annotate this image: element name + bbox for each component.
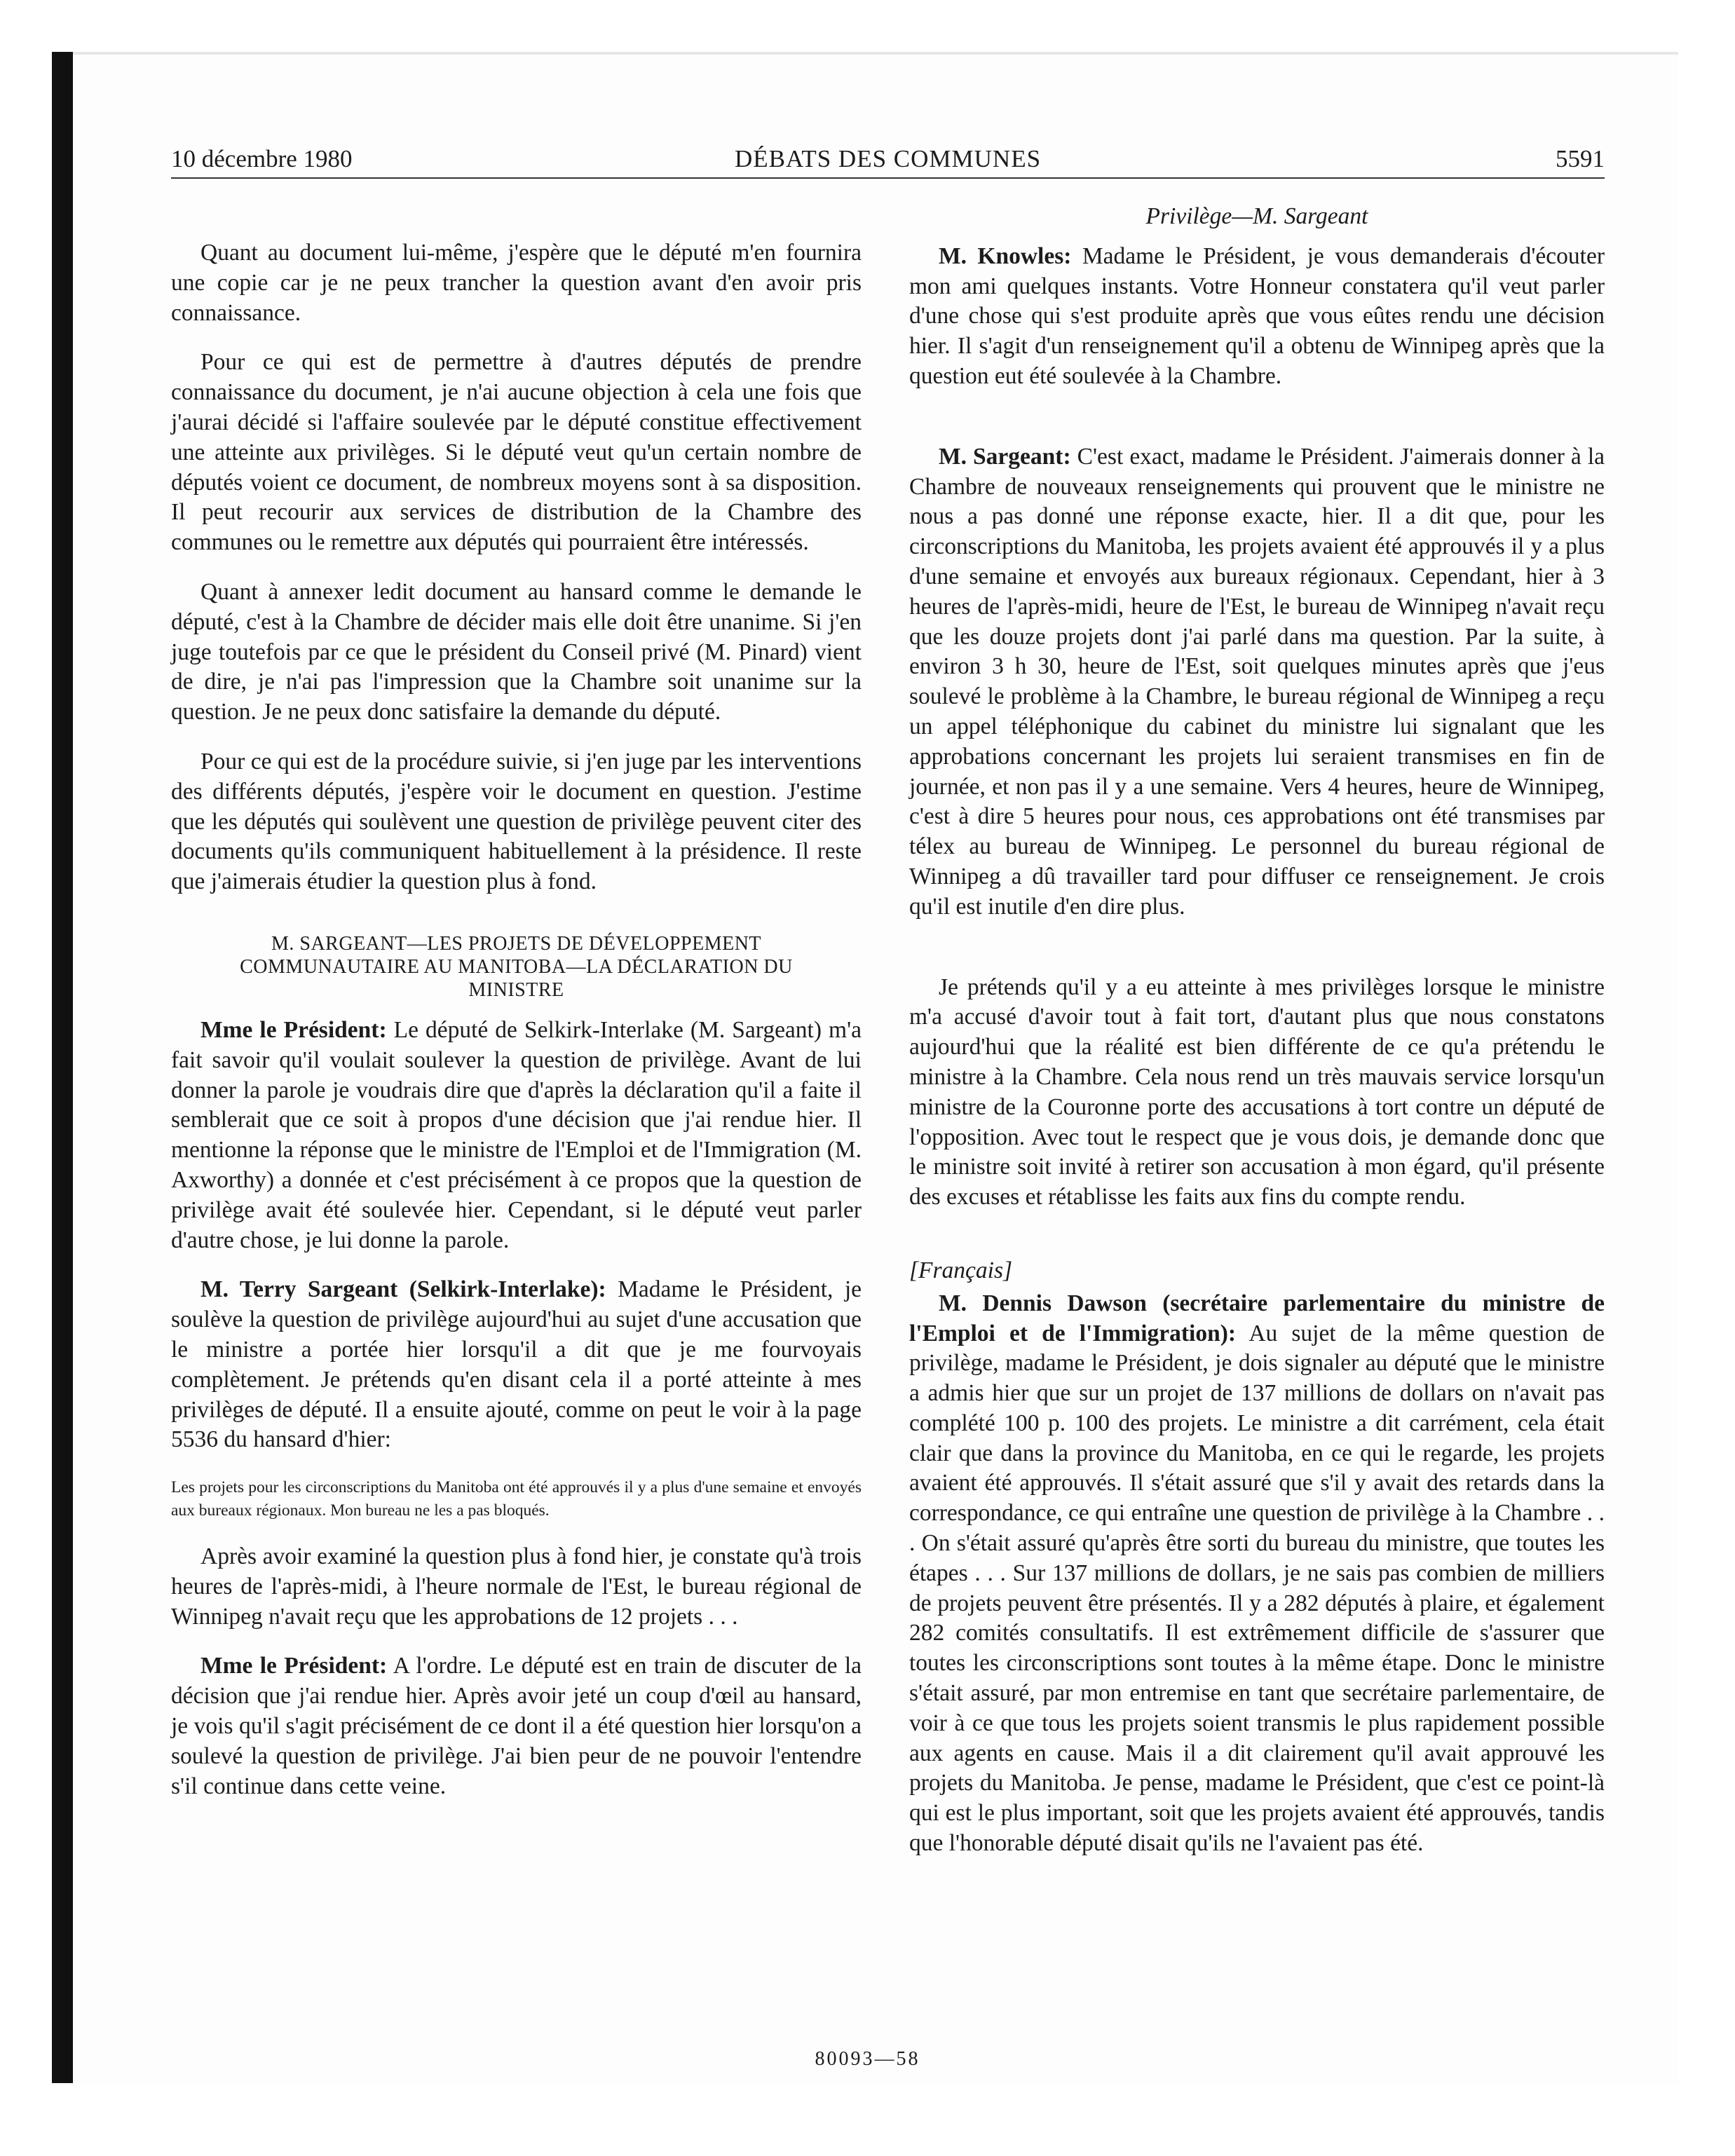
right-column (909, 189, 1605, 1859)
language-marker: [Français] (909, 1257, 1013, 1283)
paragraph: Quant à annexer ledit document au hansard comme le demande le député, c'est à la Chambre de décider mais elle doit être unanime. Si j'en juge toutefois par ce que le président du Conseil privé (M. Pinard) vient de dire, je n'ai pas l'impression que la Chambre soit unanime sur la question. Je ne peux donc satisfaire la demande du député. (171, 578, 862, 725)
header-date: 10 décembre 1980 (171, 145, 353, 172)
speech-text: Madame le Président, je vous demanderais d'écouter mon ami quelques instants. Votre Honneur constatera qu'il veut parler d'une chose qui s'est produite après que vous eûtes rendu une décision hier. Il s'agit d'un renseignement qu'il a obtenu de Winnipeg après que la question eut été soulevée à la Chambre. (909, 243, 1605, 389)
speech-text: Au sujet de la même question de privilège, madame le Président, je dois signaler au député que le ministre a admis hier que sur un projet de 137 millions de dollars on n'avait pas complété 100 p. 100 des projets. Le ministre a dit carrément, cela était clair que dans la province du Manitoba, en ce qui le regarde, les projets avaient été approuvés. Il s'était assuré que s'il y avait des retards dans la correspondance, ce qui entraîne une question de privilège à la Chambre . . . On s'était assuré qu'après être sorti du bureau du ministre, que toutes les étapes . . . Sur 137 millions de dollars, je ne sais pas combien de milliers de projets peuvent être présentés. Il y a 282 députés à plaire, et également 282 comités consultatifs. Il est extrêmement difficile de s'assurer que toutes les circonscriptions sont toutes à la même étape. Donc le ministre s'était assuré, par mon entremise en tant que secrétaire parlementaire, de voir à ce que tous les projets soient transmis le plus rapidement possible aux agents en cause. Mais il a dit clairement qu'il avait approuvé les projets du Manitoba. Je pense, madame le Président, que c'est ce point-là qui est le plus important, soit que les projets avaient été approuvés, tandis que l'honorable député disait qu'ils ne l'avaient pas été. (909, 1320, 1605, 1857)
speaker-name: M. Knowles: (939, 243, 1072, 269)
running-header (171, 142, 1605, 179)
speech-text: Madame le Président, je soulève la question de privilège aujourd'hui au sujet d'une accusation que le ministre a portée hier lorsqu'il a dit que je me fourvoyais complètement. Je prétends qu'en disant cela il a porté atteinte à mes privilèges de député. Il a ensuite ajouté, comme on peut le voir à la page 5536 du hansard d'hier: (171, 1276, 862, 1453)
paragraph: Quant au document lui-même, j'espère que le député m'en fournira une copie car je ne peux trancher la question avant d'en avoir pris connaissance. (171, 240, 862, 326)
speech-paragraph (171, 1016, 862, 1255)
speaker-name: M. Dennis Dawson (secrétaire parlementaire du ministre de l'Emploi et de l'Immigration): (909, 1290, 1605, 1346)
footer-code: 80093—58 (815, 2048, 920, 2070)
speech-paragraph (909, 242, 1605, 392)
scan-edge-left (52, 52, 73, 2083)
section-title: M. SARGEANT—LES PROJETS DE DÉVELOPPEMENT COMMUNAUTAIRE AU MANITOBA—LA DÉCLARATION DU MINISTRE (240, 932, 793, 1001)
speaker-name: M. Sargeant: (939, 443, 1071, 470)
speaker-name: Mme le Président: (200, 1016, 387, 1043)
speech-text: A l'ordre. Le député est en train de discuter de la décision que j'ai rendue hier. Après avoir jeté un coup d'œil au hansard, je vois qu'il s'agit précisément de ce dont il a été question hier lorsqu'on a soulevé la question de privilège. J'ai bien peur de ne pouvoir l'entendre s'il continue dans cette veine. (171, 1653, 862, 1799)
paragraph: Après avoir examiné la question plus à fond hier, je constate qu'à trois heures de l'après-midi, à l'heure normale de l'Est, le bureau régional de Winnipeg n'avait reçu que les approbations de 12 projets . . . (171, 1543, 862, 1630)
speech-paragraph (171, 1275, 862, 1455)
speech-text: Le député de Selkirk-Interlake (M. Sargeant) m'a fait savoir qu'il voulait soulever la question de privilège. Avant de lui donner la parole je voudrais dire que d'après la déclaration qu'il a faite il semblerait que ce soit à propos d'une décision que j'ai rendue hier. Il mentionne la réponse que le ministre de l'Emploi et de l'Immigration (M. Axworthy) a donnée et c'est précisément à ce propos que la question de privilège avait été soulevée hier. Cependant, si le député veut parler d'autre chose, je lui donne la parole. (171, 1016, 862, 1253)
speaker-name: M. Terry Sargeant (Selkirk-Interlake): (200, 1276, 606, 1303)
speech-paragraph (171, 1651, 862, 1801)
header-page-number: 5591 (1556, 145, 1605, 172)
speech-text: C'est exact, madame le Président. J'aimerais donner à la Chambre de nouveaux renseignements qui prouvent que le ministre ne nous a pas donné une réponse exacte, hier. Il a dit que, pour les circonscriptions du Manitoba, les projets avaient été approuvés il y a plus d'une semaine et envoyés aux bureaux régionaux. Cependant, hier à 3 heures de l'après-midi, heure de l'Est, le bureau de Winnipeg n'avait reçu que les douze projets dont j'ai parlé dans ma question. Par la suite, à environ 3 h 30, heure de l'Est, soit quelques minutes après que j'eus soulevé le problème à la Chambre, le bureau régional de Winnipeg a reçu un appel téléphonique du cabinet du ministre lui signalant que les approbations concernant les projets lui seraient transmises en fin de journée, et non pas il y a une semaine. Vers 4 heures, heure de Winnipeg, c'est à dire 5 heures pour nous, ces approbations ont été transmises par télex au bureau de Winnipeg. Le personnel du bureau régional de Winnipeg a dû travailler tard pour diffuser ce renseignement. Je crois qu'il est inutile d'en dire plus. (909, 443, 1605, 920)
speaker-name: Mme le Président: (200, 1653, 388, 1679)
speech-paragraph (909, 1289, 1605, 1859)
speech-paragraph (909, 442, 1605, 922)
paragraph: Pour ce qui est de permettre à d'autres députés de prendre connaissance du document, je n'ai aucune objection à cela une fois que j'aurai décidé si l'affaire soulevée par le député constitue effectivement une atteinte aux privilèges. Si le député veut qu'un certain nombre de députés voient ce document, de nombreux moyens sont à sa disposition. Il peut recourir aux services de distribution de la Chambre des communes ou le remettre aux députés qui pourraient être intéressés. (171, 349, 862, 556)
left-column (171, 189, 862, 1801)
paragraph: Je prétends qu'il y a eu atteinte à mes privilèges lorsque le ministre m'a accusé d'avoir tout à fait tort, d'autant plus que nous constatons aujourd'hui que la réalité est bien différente de ce qu'a prétendu le ministre à la Chambre. Cela nous rend un très mauvais service lorsqu'un ministre de la Couronne porte des accusations à tort contre un député de l'opposition. Avec tout le respect que je vous dois, je demande donc que le ministre soit invité à retirer son accusation à mon égard, qu'il présente des excuses et rétablisse les faits aux fins du compte rendu. (909, 974, 1605, 1210)
header-title: DÉBATS DES COMMUNES (734, 145, 1042, 172)
hansard-quote: Les projets pour les circonscriptions du Manitoba ont été approuvés il y a plus d'une semaine et envoyés aux bureaux régionaux. Mon bureau ne les a pas bloqués. (171, 1478, 862, 1520)
paragraph: Pour ce qui est de la procédure suivie, si j'en juge par les interventions des différents députés, j'espère voir le document en question. J'estime que les députés qui soulèvent une question de privilège peuvent citer des documents qu'ils communiquent habituellement à la présidence. Il reste que j'aimerais étudier la question plus à fond. (171, 748, 862, 895)
column-subheader: Privilège—M. Sargeant (1145, 203, 1368, 229)
